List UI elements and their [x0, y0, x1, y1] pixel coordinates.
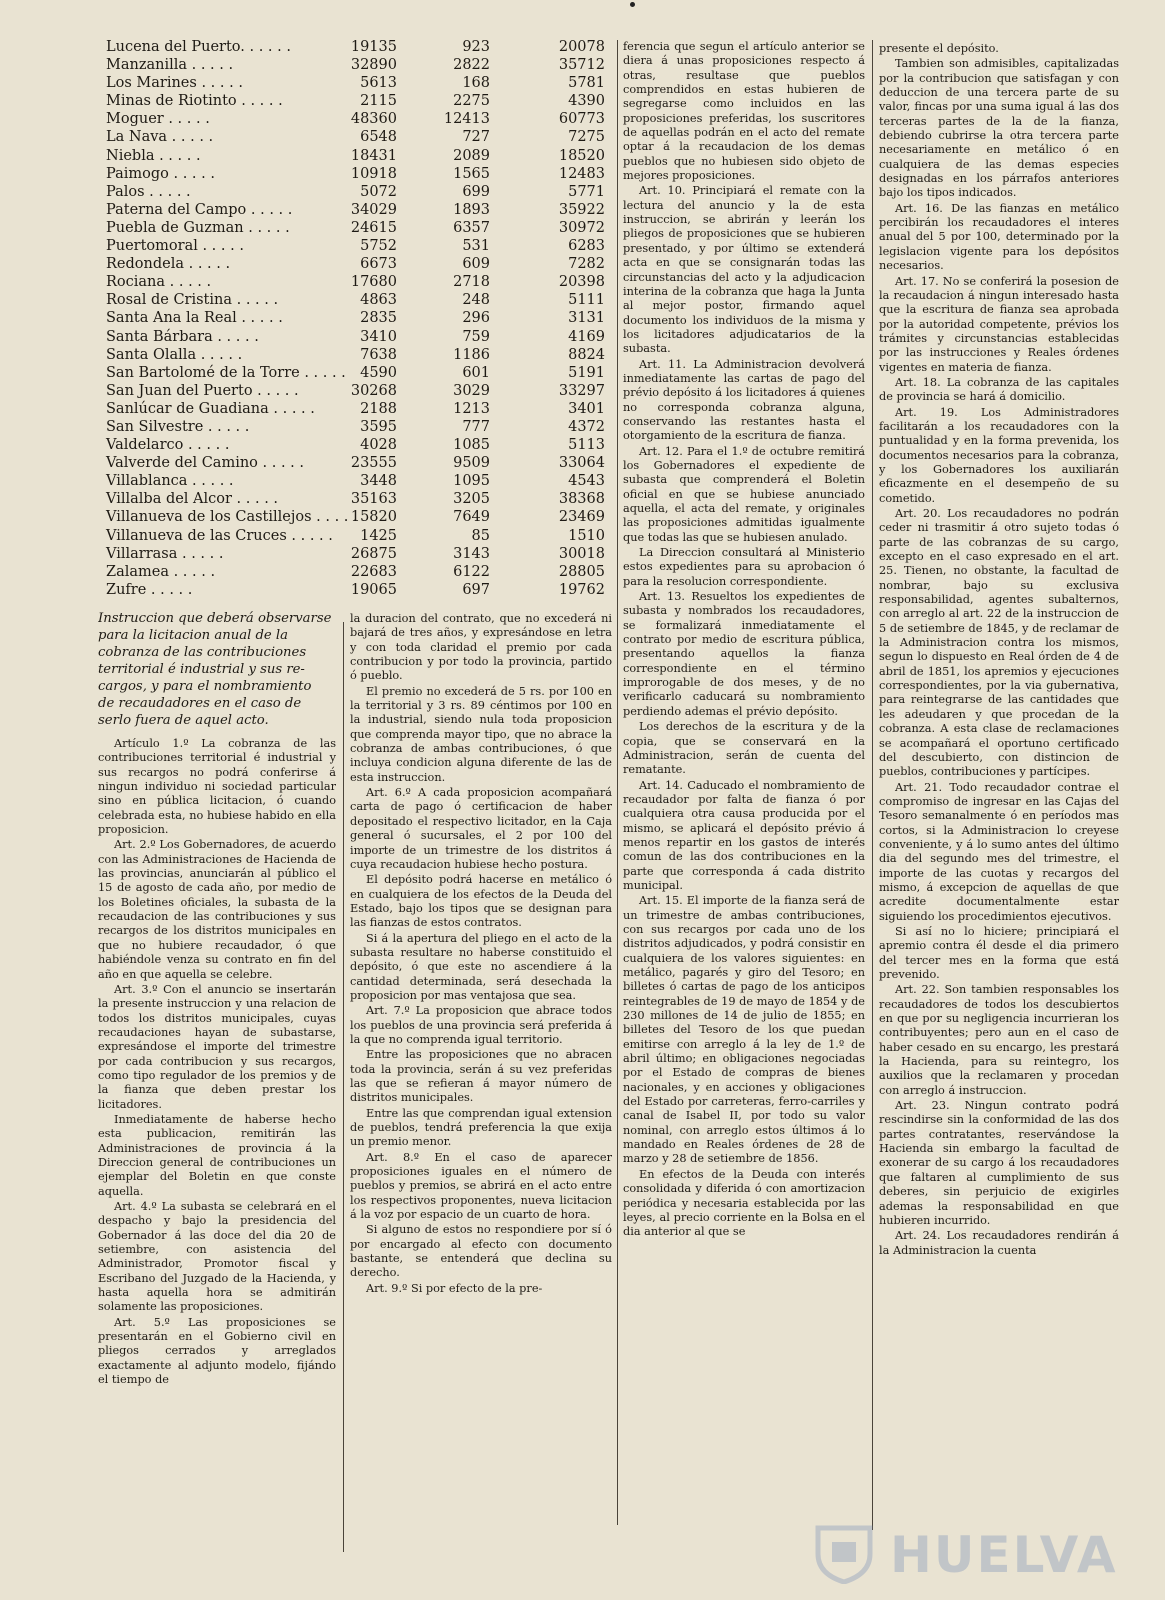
- title-line: territorial é industrial y sus re-: [98, 662, 305, 677]
- paragraph: Art. 15. El importe de la fianza será de un trimestre de ambas contribuciones, con sus recargos por cada uno de los distritos adjudicados, y podrá consistir en cualquiera de los valores siguientes: en metálico, pagarés y giro del Tesoro; en billetes ó cartas de pago de los anticipos reintegrables de 19 de mayo de 1854 y de 230 millones de 14 de julio de 1855; en billetes del Tesoro de los que puedan emitirse con arreglo á la ley de 1.º de abril último; en obligaciones negociadas por el Estado de compras de bienes nacionales, y en acciones y obligaciones del Estado por carreteras, ferro-carriles y canal de Isabel II, por todo su valor nominal, con arreglo estos últimos á lo mandado en Reales órdenes de 28 de marzo y 28 de setiembre de 1856.: [623, 894, 865, 1166]
- name: Redondela . . . . .: [106, 256, 231, 273]
- territorial-value: 5613: [360, 75, 397, 92]
- industrial-value: 2718: [453, 274, 490, 291]
- territorial-value: 6673: [360, 256, 397, 273]
- title-line: Instruccion que deberá observarse: [98, 611, 332, 626]
- total-value: 3131: [568, 310, 605, 327]
- title-line: de recaudadores en el caso de: [98, 696, 302, 711]
- name: Lucena del Puerto. . . . . .: [106, 39, 291, 55]
- total-value: 1510: [568, 527, 605, 544]
- table-row: [100, 201, 625, 219]
- industrial-value: 3143: [453, 545, 490, 562]
- name: Minas de Riotinto . . . . .: [106, 93, 283, 110]
- table-row: [100, 219, 625, 237]
- total-value: 35712: [558, 57, 605, 74]
- paragraph: Art. 20. Los recaudadores no podrán ceder ni trasmitir á otro sujeto todas ó parte de las cobranzas de su cargo, excepto en el caso expresado en el art. 25. Tienen, no obstante, la facultad de nombrar, bajo su exclusiva responsabilidad, agentes subalternos, con arreglo al art. 22 de la instruccion de 5 de setiembre de 1845, y de reclamar de la Administracion contra los mismos, segun lo dispuesto en Real órden de 4 de abril de 1851, los apremios y ejecuciones correspondientes, por la via gubernativa, para reintegrarse de las cantidades que les adeudaren y que procedan de la cobranza. A esta clase de reclamaciones se acompañará el oportuno certificado del descubierto, con distincion de pueblos, contribuciones y partícipes.: [879, 507, 1119, 779]
- paragraph: Art. 18. La cobranza de las capitales de provincia se hará á domicilio.: [879, 375, 1119, 404]
- total-value: 30018: [558, 545, 605, 562]
- table-row: [100, 291, 625, 309]
- paragraph: Inmediatamente de haberse hecho esta publicacion, remitirán las Administraciones de provincia á la Direccion general de contribuciones un ejemplar del Boletin en que conste aquella.: [98, 1112, 336, 1198]
- table-row: [100, 472, 625, 490]
- paragraph: Art. 12. Para el 1.º de octubre remitirá los Gobernadores el expediente de subasta que comprenderá el Boletin oficial en que se hubiese anunciado aquella, el acta del remate, y originales las proposiciones admitidas igualmente que todas las que se hubiesen anulado.: [623, 444, 865, 544]
- industrial-value: 1565: [453, 165, 490, 182]
- column-rule: [343, 622, 344, 1552]
- territorial-value: 3448: [360, 473, 397, 490]
- paragraph: ferencia que segun el artículo anterior se diera á unas proposiciones respecto á otras, resultase que pueblos comprendidos en estas hubieren de segregarse como incluidos en las proposiciones preferidas, los suscritores de aquellas podrán en el acto del remate optar á la recaudacion de los demas pueblos que no hubiesen sido objeto de mejores proposiciones.: [623, 40, 865, 183]
- name: Palos . . . . .: [106, 183, 191, 200]
- paragraph: Art. 3.º Con el anuncio se insertarán la presente instruccion y una relacion de todos los distritos municipales, cuyas recaudaciones hayan de subastarse, expresándose el importe del trimestre por cada contribucion y sus recargos, como tipo regulador de los premios y de la fianza que deben prestar los licitadores.: [98, 982, 336, 1111]
- territorial-value: 2115: [360, 93, 397, 110]
- name: Villarrasa . . . . .: [106, 545, 224, 562]
- instruction-title: [98, 610, 336, 729]
- industrial-value: 1893: [453, 201, 490, 218]
- industrial-value: 923: [462, 39, 490, 55]
- name: Puertomoral . . . . .: [106, 238, 244, 255]
- table-row: [100, 527, 625, 545]
- total-value: 28805: [558, 563, 605, 580]
- industrial-value: 3205: [453, 491, 490, 508]
- paragraph: Art. 5.º Las proposiciones se presentarán en el Gobierno civil en pliegos cerrados y arreglados exactamente al adjunto modelo, fijándo el tiempo de: [98, 1315, 336, 1387]
- territorial-value: 24615: [350, 219, 397, 236]
- industrial-value: 6357: [453, 219, 490, 236]
- paragraph: Art. 24. Los recaudadores rendirán á la Administracion la cuenta: [879, 1229, 1119, 1257]
- territorial-value: 30268: [350, 382, 397, 399]
- total-value: 7275: [568, 129, 605, 146]
- paragraph: la duracion del contrato, que no excederá ni bajará de tres años, y expresándose en letra y con toda claridad el premio por cada contribucion y por todo la provincia, partido ó pueblo.: [350, 612, 612, 683]
- table-row: [100, 436, 625, 454]
- paragraph: Entre las que comprendan igual extension de pueblos, tendrá preferencia la que exija un premio menor.: [350, 1106, 612, 1149]
- table-row: [100, 508, 625, 526]
- paragraph: Art. 23. Ningun contrato podrá rescindirse sin la conformidad de las dos partes contratantes, reservándose la Hacienda sin embargo la facultad de exonerar de su cargo á los recaudadores que faltaren al cumplimiento de sus deberes, sin perjuicio de exigirles ademas la responsabilidad en que hubieren incurrido.: [879, 1099, 1119, 1227]
- paragraph: Art. 11. La Administracion devolverá inmediatamente las cartas de pago del prévio depósito á los licitadores á quienes no corresponda cobranza alguna, conservando las restantes hasta el otorgamiento de la escritura de fianza.: [623, 357, 865, 443]
- territorial-value: 10918: [350, 165, 397, 182]
- industrial-value: 609: [462, 256, 490, 273]
- name: Santa Ana la Real . . . . .: [106, 310, 283, 327]
- industrial-value: 531: [462, 238, 490, 255]
- table-row: [100, 273, 625, 291]
- territorial-value: 5752: [360, 238, 397, 255]
- ink-dot: [630, 2, 635, 7]
- name: San Bartolomé de la Torre . . . . .: [106, 364, 346, 381]
- territorial-value: 19065: [350, 581, 397, 598]
- column-2: [350, 612, 612, 1577]
- paragraph: Art. 10. Principiará el remate con la lectura del anuncio y la de esta instruccion, se abrirán y leerán los pliegos de proposiciones que se hubieren presentado, y por último se extenderá acta en que se consignarán todas las circunstancias del acto y la adjudicacion interina de la cobranza que haga la Junta al mejor postor, firmando aquel documento los individuos de la misma y los licitadores adjudicatarios de la subasta.: [623, 184, 865, 356]
- table-row: [100, 382, 625, 400]
- column-1: [98, 610, 336, 1570]
- paragraph: Si alguno de estos no respondiere por sí ó por encargado al efecto con documento bastante, se entenderá que declina su derecho.: [350, 1223, 612, 1280]
- municipal-contribution-table: [100, 38, 625, 599]
- paragraph: presente el depósito.: [879, 42, 999, 55]
- paragraph: Art. 19. Los Administradores facilitarán a los recaudadores con la puntualidad y en la forma prevenida, los documentos necesarios para la cobranza, y los Gobernadores los auxiliarán eficazmente en el desempeño de su cometido.: [879, 405, 1119, 505]
- name: Valverde del Camino . . . . .: [106, 455, 304, 472]
- name: Santa Bárbara . . . . .: [106, 328, 259, 345]
- industrial-value: 7649: [453, 509, 490, 526]
- title-line: serlo fuera de aquel acto.: [98, 713, 269, 728]
- territorial-value: 4028: [360, 437, 397, 454]
- industrial-value: 1186: [453, 346, 490, 363]
- table-row: [100, 74, 625, 92]
- table-row: [100, 545, 625, 563]
- paragraph: Art. 16. De las fianzas en metálico percibirán los recaudadores el interes anual del 5 por 100, determinado por la legislacion vigente para los depósitos necesarios.: [879, 201, 1119, 273]
- total-value: 38368: [558, 491, 605, 508]
- paragraph: Art. 2.º Los Gobernadores, de acuerdo con las Administraciones de Hacienda de las provincias, anunciarán al público el 15 de agosto de cada año, por medio de los Boletines oficiales, la subasta de la recaudacion de las contribuciones y sus recargos de los distritos municipales en que no hubiere recaudador, ó que habiéndole venza su contrato en fin del año en que aquella se celebre.: [98, 838, 336, 981]
- total-value: 6283: [568, 238, 605, 255]
- table-row: [100, 92, 625, 110]
- territorial-value: 4863: [360, 292, 397, 309]
- name: Valdelarco . . . . .: [106, 437, 230, 454]
- industrial-value: 168: [462, 75, 490, 92]
- name: Los Marines . . . . .: [106, 75, 243, 92]
- industrial-value: 296: [462, 310, 490, 327]
- industrial-value: 759: [462, 328, 490, 345]
- table-row: [100, 56, 625, 74]
- name: Paimogo . . . . .: [106, 165, 215, 182]
- paragraph: El depósito podrá hacerse en metálico ó en cualquiera de los efectos de la Deuda del Estado, bajo los tipos que se designan para las fianzas de estos contratos.: [350, 873, 612, 930]
- total-value: 33297: [558, 382, 605, 399]
- table-row: [100, 128, 625, 146]
- territorial-value: 22683: [350, 563, 397, 580]
- total-value: 5191: [568, 364, 605, 381]
- total-value: 20398: [558, 274, 605, 291]
- name: Zufre . . . . .: [106, 581, 193, 598]
- territorial-value: 32890: [350, 57, 397, 74]
- table-row: [100, 418, 625, 436]
- paragraph: Los derechos de la escritura y de la copia, que se conservará en la Administracion, serán de cuenta del rematante.: [623, 720, 865, 777]
- total-value: 4543: [568, 473, 605, 490]
- table-row: [100, 309, 625, 327]
- name: Zalamea . . . . .: [106, 563, 216, 580]
- industrial-value: 6122: [453, 563, 490, 580]
- name: Moguer . . . . .: [106, 111, 210, 128]
- title-line: cargos, y para el nombramiento: [98, 679, 312, 694]
- name: Puebla de Guzman . . . . .: [106, 219, 290, 236]
- column-4: [879, 42, 1119, 1540]
- territorial-value: 19135: [350, 39, 397, 55]
- table-row: [100, 346, 625, 364]
- industrial-value: 85: [471, 527, 490, 544]
- paragraph: Art. 4.º La subasta se celebrará en el despacho y bajo la presidencia del Gobernador á las doce del dia 20 de setiembre, con asistencia del Administrador, Promotor fiscal y Escribano del Juzgado de la Hacienda, y hasta aquella hora se admitirán solamente las proposiciones.: [98, 1200, 336, 1314]
- industrial-value: 248: [462, 292, 490, 309]
- table-row: [100, 328, 625, 346]
- name: San Juan del Puerto . . . . .: [106, 382, 299, 399]
- name: Santa Olalla . . . . .: [106, 346, 243, 363]
- paragraph: En efectos de la Deuda con interés consolidada y diferida ó con amortizacion periódica y necesaria establecida por las leyes, al precio corriente en la Bolsa en el dia anterior al que se: [623, 1167, 865, 1239]
- territorial-value: 4590: [360, 364, 397, 381]
- industrial-value: 2089: [453, 147, 490, 164]
- name: Villalba del Alcor . . . . .: [106, 491, 279, 508]
- territorial-value: 15820: [350, 509, 397, 526]
- territorial-value: 17680: [350, 274, 397, 291]
- paragraph: Art. 7.º La proposicion que abrace todos los pueblos de una provincia será preferida á la que no comprenda igual territorio.: [350, 1004, 612, 1046]
- paragraph: Art. 17. No se conferirá la posesion de la recaudacion á ningun interesado hasta que la escritura de fianza sea aprobada por la autoridad competente, prévios los trámites y circunstancias establecidas por las instrucciones y Reales órdenes vigentes en materia de fianza.: [879, 274, 1119, 374]
- industrial-value: 699: [462, 183, 490, 200]
- paragraph: Art. 21. Todo recaudador contrae el compromiso de ingresar en las Cajas del Tesoro semanalmente ó en períodos mas cortos, si la Administracion lo creyese conveniente, y á lo sumo antes del último dia del segundo mes del trimestre, el importe de las cuotas y recargos del mismo, á excepcion de aquellas de que acredite documentalmente estar siguiendo los procedimientos ejecutivos.: [879, 780, 1119, 923]
- table-row: [100, 165, 625, 183]
- territorial-value: 26875: [350, 545, 397, 562]
- paragraph: El premio no excederá de 5 rs. por 100 en la territorial y 3 rs. 89 céntimos por 100 en la industrial, siendo nula toda proposicion que comprenda mayor tipo, que no abrace la cobranza de ambas contribuciones, ó que incluya condicion alguna diferente de las de esta instruccion.: [350, 684, 612, 784]
- name: Villanueva de las Cruces . . . . .: [106, 527, 333, 544]
- column-rule: [872, 40, 873, 1530]
- total-value: 5771: [568, 183, 605, 200]
- paragraph: Art. 8.º En el caso de aparecer proposiciones iguales en el número de pueblos y premios, se abrirá en el acto entre los respectivos proponentes, nueva licitacion á la voz por espacio de un cuarto de hora.: [350, 1150, 612, 1222]
- paragraph: La Direccion consultará al Ministerio estos expedientes para su aprobacion ó para la resolucion correspondiente.: [623, 546, 865, 588]
- paragraph: Si á la apertura del pliego en el acto de la subasta resultare no haberse constituido el depósito, ó que este no ascendiere á la cantidad determinada, será desechada la proposicion por mas ventajosa que sea.: [350, 931, 612, 1002]
- total-value: 60773: [558, 111, 605, 128]
- total-value: 19762: [558, 581, 605, 598]
- paragraph: Artículo 1.º La cobranza de las contribuciones territorial é industrial y sus recargos no podrá conferirse á ningun individuo ni sociedad particular sino en pública licitacion, ó cuando celebrada esta, no hubiese habido en ella proposicion.: [98, 737, 336, 837]
- paragraph: Art. 13. Resueltos los expedientes de subasta y nombrados los recaudadores, se formalizará inmediatamente el contrato por medio de escritura pública, presentando aquellos la fianza correspondiente en el término improrogable de dos meses, y de no verificarlo caducará su nombramiento perdiendo ademas el prévio depósito.: [623, 590, 865, 718]
- paragraph: Art. 22. Son tambien responsables los recaudadores de todos los descubiertos en que por su negligencia incurrieran los contribuyentes; pero aun en el caso de haber cesado en su encargo, les prestará la Hacienda, para su reintegro, los auxilios que la reclamaren y procedan con arreglo á instruccion.: [879, 983, 1119, 1097]
- industrial-value: 12413: [443, 111, 490, 128]
- column-3: [623, 40, 865, 1540]
- industrial-value: 601: [462, 364, 490, 381]
- name: Rosal de Cristina . . . . .: [106, 292, 279, 309]
- huelva-watermark: [812, 1520, 1142, 1588]
- title-line: cobranza de las contribuciones: [98, 645, 307, 660]
- territorial-value: 3410: [360, 328, 397, 345]
- column-rule: [617, 40, 618, 1525]
- industrial-value: 1085: [453, 437, 490, 454]
- total-value: 5111: [568, 292, 605, 309]
- industrial-value: 697: [462, 581, 490, 598]
- industrial-value: 9509: [453, 455, 490, 472]
- total-value: 35922: [558, 201, 605, 218]
- table-row: [100, 183, 625, 201]
- territorial-value: 2835: [360, 310, 397, 327]
- territorial-value: 2188: [360, 400, 397, 417]
- industrial-value: 3029: [453, 382, 490, 399]
- table-row: [100, 237, 625, 255]
- territorial-value: 35163: [350, 491, 397, 508]
- territorial-value: 5072: [360, 183, 397, 200]
- name: Sanlúcar de Guadiana . . . . .: [106, 400, 315, 417]
- paragraph: Art. 6.º A cada proposicion acompañará carta de pago ó certificacion de haber depositado el respectivo licitador, en la Caja general ó sucursales, el 2 por 100 del importe de un trimestre de los distritos á cuya recaudacion hubiese hecho postura.: [350, 786, 612, 871]
- table-row: [100, 255, 625, 273]
- territorial-value: 6548: [360, 129, 397, 146]
- total-value: 33064: [558, 455, 605, 472]
- name: Niebla . . . . .: [106, 147, 201, 164]
- total-value: 12483: [558, 165, 605, 182]
- table-row: [100, 581, 625, 599]
- name: San Silvestre . . . . .: [106, 418, 250, 435]
- total-value: 23469: [558, 509, 605, 526]
- paragraph: Tambien son admisibles, capitalizadas por la contribucion que satisfagan y con deduccion de una tercera parte de su valor, fincas por una suma igual á las dos terceras partes de la de la fianza, debiendo cubrirse la otra tercera parte necesariamente en metálico ó en cualquiera de las demas especies designadas en los párrafos anteriores bajo los tipos indicados.: [879, 57, 1119, 200]
- total-value: 8824: [568, 346, 605, 363]
- table-row: [100, 563, 625, 581]
- total-value: 4390: [568, 93, 605, 110]
- territorial-value: 7638: [360, 346, 397, 363]
- territorial-value: 18431: [350, 147, 397, 164]
- name: Manzanilla . . . . .: [106, 57, 234, 74]
- paragraph: Entre las proposiciones que no abracen toda la provincia, serán á su vez preferidas las que se refieran á mayor número de distritos municipales.: [350, 1048, 612, 1105]
- name: Rociana . . . . .: [106, 274, 212, 291]
- name: Paterna del Campo . . . . .: [106, 201, 293, 218]
- total-value: 30972: [558, 219, 605, 236]
- table-row: [100, 454, 625, 472]
- territorial-value: 3595: [360, 418, 397, 435]
- name: Villablanca . . . . .: [106, 473, 234, 490]
- industrial-value: 2275: [453, 93, 490, 110]
- table-row: [100, 110, 625, 128]
- industrial-value: 727: [462, 129, 490, 146]
- territorial-value: 34029: [350, 201, 397, 218]
- paragraph: Art. 9.º Si por efecto de la pre-: [366, 1281, 543, 1295]
- paragraph: Si así no lo hiciere; principiará el apremio contra él desde el dia primero del tercer mes en la forma que está prevenido.: [879, 924, 1119, 981]
- total-value: 7282: [568, 256, 605, 273]
- total-value: 4169: [568, 328, 605, 345]
- table-row: [100, 147, 625, 165]
- watermark-text: HUELVA: [890, 1526, 1118, 1584]
- industrial-value: 777: [462, 418, 490, 435]
- table-row: [100, 400, 625, 418]
- territorial-value: 23555: [350, 455, 397, 472]
- table-row: [100, 490, 625, 508]
- name: Villanueva de los Castillejos . . . . .: [106, 509, 358, 526]
- industrial-value: 2822: [453, 57, 490, 74]
- title-line: para la licitacion anual de la: [98, 628, 289, 643]
- table-row: [100, 38, 625, 56]
- total-value: 3401: [568, 400, 605, 417]
- total-value: 4372: [568, 418, 605, 435]
- total-value: 20078: [558, 39, 605, 55]
- industrial-value: 1213: [453, 400, 490, 417]
- paragraph: Art. 14. Caducado el nombramiento de recaudador por falta de fianza ó por cualquiera otra causa producida por el mismo, se aplicará el depósito prévio á menos repartir en los gastos de interés comun de las dos contribuciones en la parte que corresponda á cada distrito municipal.: [623, 778, 865, 892]
- name: La Nava . . . . .: [106, 129, 214, 146]
- territorial-value: 48360: [350, 111, 397, 128]
- table-row: [100, 364, 625, 382]
- territorial-value: 1425: [360, 527, 397, 544]
- industrial-value: 1095: [453, 473, 490, 490]
- total-value: 5113: [568, 437, 605, 454]
- total-value: 18520: [558, 147, 605, 164]
- coat-of-arms-icon: [812, 1524, 876, 1584]
- total-value: 5781: [568, 75, 605, 92]
